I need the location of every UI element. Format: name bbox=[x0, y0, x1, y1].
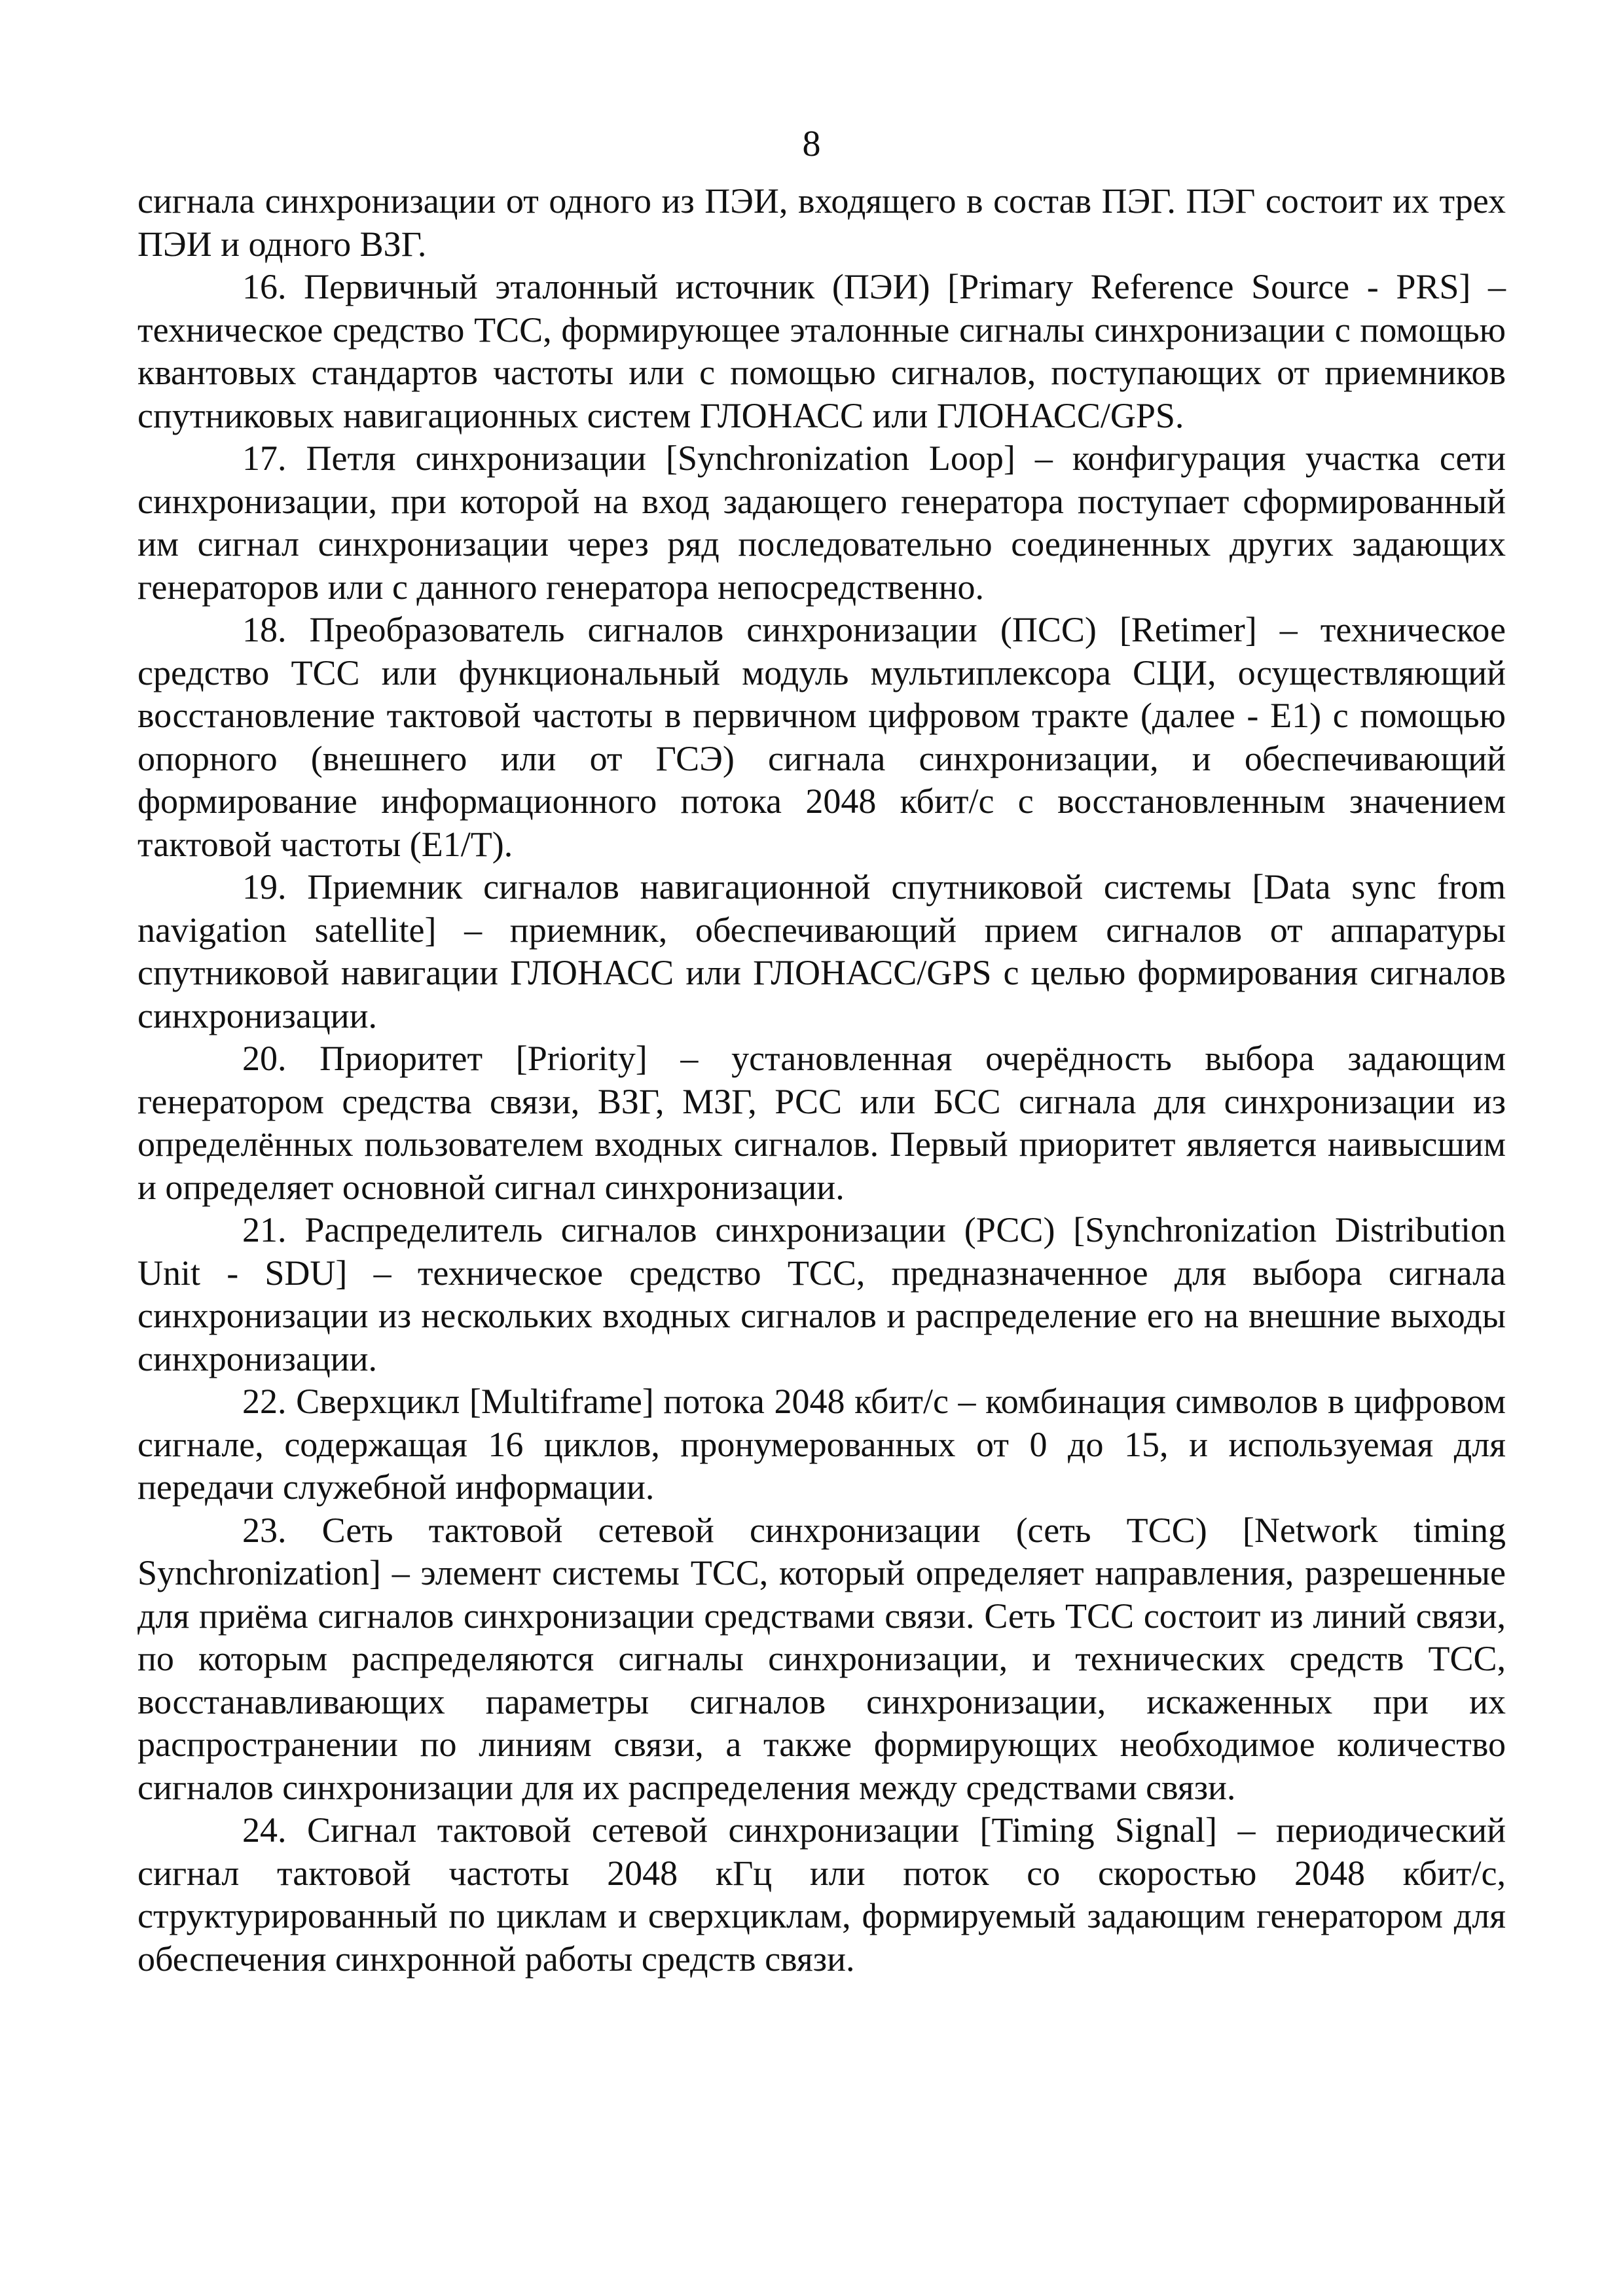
paragraph-item-22: 22. Сверхцикл [Multiframe] потока 2048 кбит/с – комбинация символов в цифровом сигнале, содержащая 16 циклов, пронумерованных от 0 до 15, и используемая для передачи служебной информации. bbox=[137, 1382, 1506, 1507]
page-number: 8 bbox=[802, 124, 821, 164]
paragraph-item-16: 16. Первичный эталонный источник (ПЭИ) [Primary Reference Source - PRS] – техническое средство ТСС, формирующее эталонные сигналы синхронизации с помощью квантовых стандартов частоты или с помощью сигналов, поступающих от приемников спутниковых навигационных систем ГЛОНАСС или ГЛОНАСС/GPS. bbox=[137, 267, 1506, 435]
paragraph-item-18: 18. Преобразователь сигналов синхронизации (ПСС) [Retimer] – техническое средство ТСС или функциональный модуль мультиплексора СЦИ, осуществляющий восстановление тактовой частоты в первичном цифровом тракте (далее - Е1) с помощью опорного (внешнего или от ГСЭ) сигнала синхронизации, и обеспечивающий формирование информационного потока 2048 кбит/с с восстановленным значением тактовой частоты (Е1/Т). bbox=[137, 610, 1506, 864]
paragraph-item-21: 21. Распределитель сигналов синхронизации (РСС) [Synchronization Distribution Unit - SDU] – техническое средство ТСС, предназначенное для выбора сигнала синхронизации из нескольких входных сигналов и распределение его на внешние выходы синхронизации. bbox=[137, 1210, 1506, 1378]
document-body bbox=[137, 180, 1506, 1981]
paragraph-item-24: 24. Сигнал тактовой сетевой синхронизации [Timing Signal] – периодический сигнал тактовой частоты 2048 кГц или поток со скоростью 2048 кбит/с, структурированный по циклам и сверхциклам, формируемый задающим генератором для обеспечения синхронной работы средств связи. bbox=[137, 1810, 1506, 1979]
paragraph-item-20: 20. Приоритет [Priority] – установленная очерёдность выбора задающим генератором средства связи, ВЗГ, МЗГ, РСС или БСС сигнала для синхронизации из определённых пользователем входных сигналов. Первый приоритет является наивысшим и определяет основной сигнал синхронизации. bbox=[137, 1039, 1506, 1207]
paragraph-item-19: 19. Приемник сигналов навигационной спутниковой системы [Data sync from navigation satellite] – приемник, обеспечивающий прием сигналов от аппаратуры спутниковой навигации ГЛОНАСС или ГЛОНАСС/GPS с целью формирования сигналов синхронизации. bbox=[137, 867, 1506, 1035]
paragraph-item-17: 17. Петля синхронизации [Synchronization Loop] – конфигурация участка сети синхронизации, при которой на вход задающего генератора поступает сформированный им сигнал синхронизации через ряд последовательно соединенных других задающих генераторов или с данного генератора непосредственно. bbox=[137, 439, 1506, 607]
paragraph-continuation: сигнала синхронизации от одного из ПЭИ, входящего в состав ПЭГ. ПЭГ состоит их трех ПЭИ и одного ВЗГ. bbox=[137, 181, 1506, 264]
paragraph-item-23: 23. Сеть тактовой сетевой синхронизации (сеть ТСС) [Network timing Synchronization] – элемент системы ТСС, который определяет направления, разрешенные для приёма сигналов синхронизации средствами связи. Сеть ТСС состоит из линий связи, по которым распределяются сигналы синхронизации, и технических средств ТСС, восстанавливающих параметры сигналов синхронизации, искаженных при их распространении по линиям связи, а также формирующих необходимое количество сигналов синхронизации для их распределения между средствами связи. bbox=[137, 1510, 1506, 1807]
